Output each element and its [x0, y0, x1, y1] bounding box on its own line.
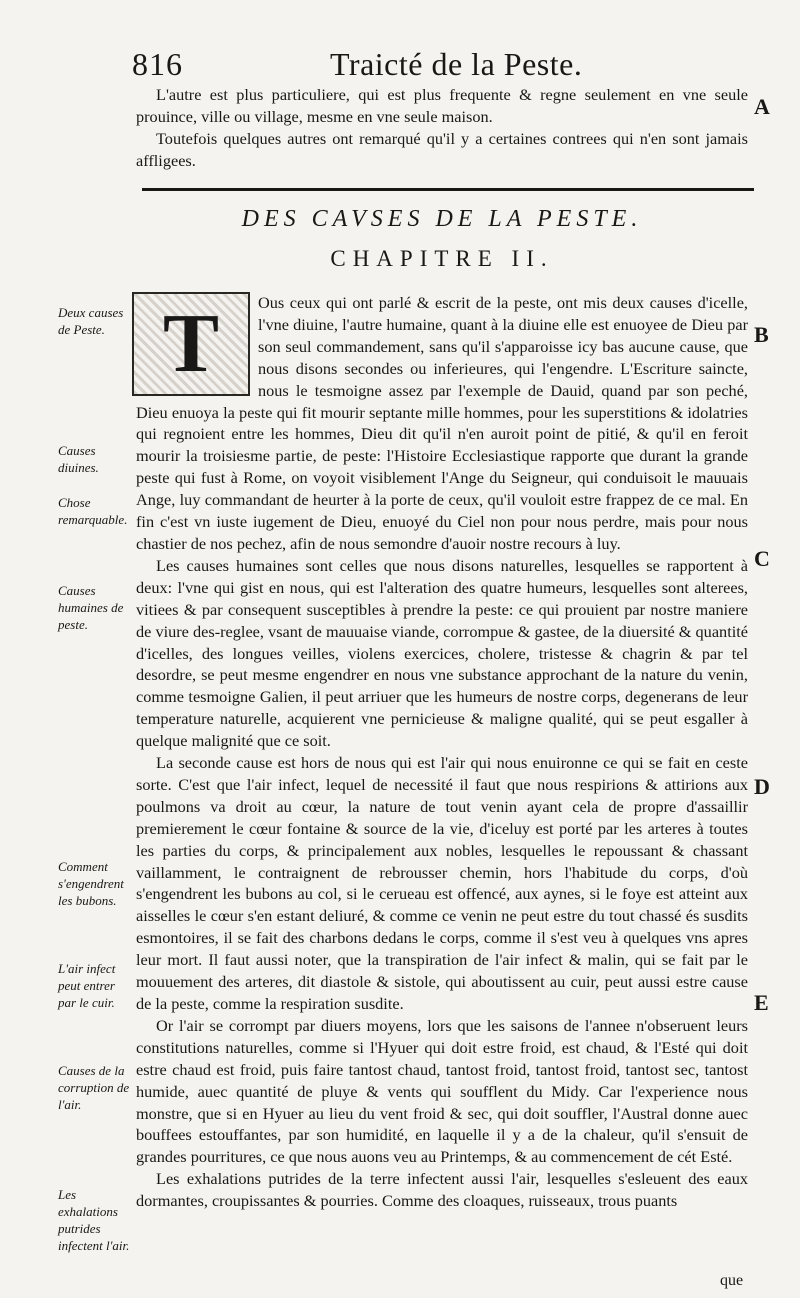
chapter-paragraph-1: Ous ceux qui ont parlé & escrit de la peste, ont mis deux causes d'icelle, l'vne diuine, l'autre humaine, quant à la diuine elle est enuoyee de Dieu par son seul commandement, sans qu'il s'apparoisse icy bas aucune cause, que nous disons secondes ou inferieures, qui l'engendre. L'Escriture saincte, nous le tesmoigne assez par l'exemple de Dauid, quand par son peché, Dieu enuoya la peste qui fit mourir septante mille hommes, pour les superstitions & idolatries qui regnoient entre les hommes, Dieu dit qu'il n'en auroit point de pitié, & qu'il en feroit mourir la troisiesme partie, de peste: l'Histoire Ecclesiastique rapporte que durant la grande peste qui fust à Rome, on voyoit visiblement l'Ange du Seigneur, qui conduisoit le mauuais Ange, luy commandant de heurter à la porte de ceux, qu'il vouloit estre frappez de ce mal. En fin c'est vn iuste iugement de Dieu, enuoyé du Ciel non pour nous perdre, mais pour nous chastier de nos pechez, afin de nous semondre d'auoir nostre recours à luy.	[136, 293, 748, 553]
marginal-note: Comment s'engendrent les bubons.	[58, 859, 124, 908]
running-title: Traicté de la Peste.	[330, 46, 583, 82]
margin-letter: E	[754, 990, 769, 1015]
section-divider	[142, 188, 754, 191]
section-heading: DES CAVSES DE LA PESTE.	[241, 206, 643, 232]
page-number: 816	[132, 46, 183, 82]
chapter-paragraph-5: Les exhalations putrides de la terre infectent aussi l'air, lesquelles s'esleuent des eaux dormantes, croupissantes & pourries. Comme des cloaques, ruisseaux, trous puants	[136, 1169, 748, 1211]
marginal-note: L'air infect peut entrer par le cuir.	[58, 961, 116, 1010]
marginal-note: Les exhalations putrides infectent l'air.	[58, 1187, 130, 1253]
intro-paragraph-2: Toutefois quelques autres ont remarqué qu'il y a certaines contrees qui n'en sont jamais affligees.	[136, 128, 748, 170]
intro-text	[136, 84, 748, 172]
chapter-body	[136, 292, 748, 1212]
margin-letter: D	[754, 774, 770, 799]
chapter-paragraph-4: Or l'air se corrompt par diuers moyens, lors que les saisons de l'annee n'obseruent leurs constitutions naturelles, comme si l'Hyuer qui doit estre froid, est chaud, & l'Esté qui doit estre chaud est froid, puis faire tantost chaud, tantost froid, tantost froid, tantost sec, tantost humide, auec quantité de pluye & vents qui soufflent du Midy. Car l'experience nous monstre, que si en Hyuer au lieu du vent froid & sec, qui doit souffler, l'Austral donne auec bouffees estouffantes, par son humidité, en laquelle il y a de la chaleur, qu'il s'ensuit de grandes pourritures, ce que nous auons veu au Printemps, & au commencement de cét Esté.	[136, 1015, 748, 1167]
margin-letter: B	[754, 322, 769, 347]
catchword: que	[720, 1272, 744, 1289]
margin-letter: C	[754, 546, 770, 571]
marginal-note: Chose remarquable.	[58, 495, 128, 527]
chapter-paragraph-2: Les causes humaines sont celles que nous disons naturelles, lesquelles se rapportent à deux: l'vne qui gist en nous, qui est l'alteration des quatre humeurs, lesquelles sont alterees, vitiees & par consequent susceptibles à prendre la peste: ce qui prouient par nostre maniere de viure des-reglee, vsant de mauuaise viande, corrompue & gastee, de la diuersité & quantité d'icelles, des longues veilles, violens exercices, cholere, tristesse & chagrin & par tel desordre, se peut mesme engendrer en nous vne substance approchant de la nature du venin, comme tesmoigne Galien, il peut arriuer que les humeurs de nostre corps, degenerans de leur temperature naturelle, acquierent vne pernicieuse & maligne qualité, qui se peut esgaller à quelque malignité que ce soit.	[136, 555, 748, 751]
margin-letter: A	[754, 94, 770, 119]
intro-paragraph-1: L'autre est plus particuliere, qui est plus frequente & regne seulement en vne seule prouince, ville ou village, mesme en vne seule maison.	[136, 85, 748, 126]
decorated-initial: T	[132, 292, 250, 396]
marginal-note: Causes de la corruption de l'air.	[58, 1063, 130, 1112]
chapter-paragraph-3: La seconde cause est hors de nous qui est l'air qui nous enuironne ce qui se fait en ceste sorte. C'est que l'air infect, lequel de necessité il faut que nous respirions & attirions aux poulmons va droit au cœur, la nature de tout venin ayant cela de propre d'assaillir premierement le cœur fontaine & source de la vie, d'iceluy est porté par les arteres à toutes les parties du corps, & principalement aux nobles, lesquelles le repoussant & chassant vaillamment, le contraignent de rebrousser chemin, hors l'habitude du corps, d'où s'engendrent les bubons au col, si le cerueau est offencé, aux aynes, si le foye est atteint aux aisselles le cœur s'en estant deliuré, & comme ce venin ne peut estre du tout chassé és susdits esmontoires, il se fait des charbons dedans le corps, comme il s'est veu à quelques vns apres leur mort. Il faut aussi noter, que la transpiration de l'air infect & malin, qui se fait par le mouuement des arteres, dit diastole & sistole, qui aboutissent au cuir, peut aussi estre cause de la peste, comme la respiration susdite.	[136, 753, 748, 1013]
chapter-heading: CHAPITRE II.	[330, 246, 554, 271]
marginal-note: Causes humaines de peste.	[58, 583, 124, 632]
marginal-note: Causes diuines.	[58, 443, 99, 475]
marginal-note: Deux causes de Peste.	[58, 305, 124, 337]
